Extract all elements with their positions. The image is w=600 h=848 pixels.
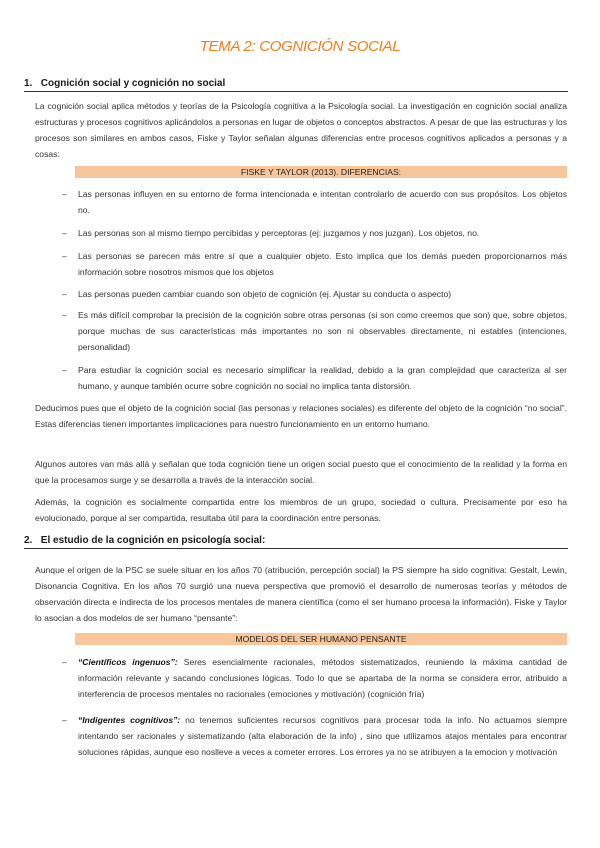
section-1-heading [24, 78, 568, 92]
list-item-text: Las personas se parecen más entre sí que a cualquier objeto. Esto implica que los demás pueden proporcionarnos más información sobre nosotros mismos que los objetos [78, 251, 567, 277]
dash-marker: – [62, 189, 67, 199]
section-1-title: Cognición social y cognición no social [40, 78, 226, 89]
dash-marker: – [62, 251, 67, 261]
list-item [62, 307, 567, 355]
list-item-text: Las personas influyen en su entorno de forma intencionada e intentan controlarlo de acuerdo con sus propósitos. Los objetos no. [78, 189, 567, 215]
modelos-band: MODELOS DEL SER HUMANO PENSANTE [75, 633, 567, 645]
document-title: TEMA 2: COGNICIÓN SOCIAL [199, 38, 401, 55]
list-item-text: Para estudiar la cognición social es necesario simplificar la realidad, debido a la gran complejidad que caracteriza al ser humano, y aunque también ocurre sobre cognición no social no implica tanta distorsión. [78, 365, 567, 391]
section-2-title: El estudio de la cognición en psicología social: [40, 535, 266, 546]
dash-marker: – [62, 715, 67, 725]
section-2-number: 2. [24, 535, 33, 546]
dash-marker: – [62, 310, 67, 320]
list-item-body: Seres esencialmente racionales, métodos sistematizados, reuniendo la máxima cantidad de información relevante y sacando conclusiones lógicas. Todo lo que se apartaba de la norma se considera error, atribuido a interferencia de procesos mentales no racionales (emociones y motivación) (cognición fría) [78, 657, 567, 699]
list-item-term: “Científicos ingenuos”: [78, 657, 178, 667]
section-1-paragraph-4: Además, la cognición es socialmente compartida entre los miembros de un grupo, sociedad o cultura. Precisamente por eso ha evolucionado, porque al ser compartida, resultaba útil para la coordinación entre personas. [35, 497, 567, 523]
list-item-text: Las personas pueden cambiar cuando son objeto de cognición (ej. Ajustar su conducta o aspecto) [78, 289, 452, 299]
list-item [62, 362, 567, 394]
list-item [62, 248, 567, 280]
section-1-intro: La cognición social aplica métodos y teorías de la Psicología cognitiva a la Psicología social. La investigación en cognición social analiza estructuras y procesos cognitivos aplicándolos a personas en lugar de objetos o conceptos abstractos. A pesar de que las estructuras y los procesos son similares en ambos casos, Fiske y Taylor señalan algunas diferencias entre procesos cognitivos aplicados a personas y a cosas: [35, 101, 567, 159]
list-item-text: Es más difícil comprobar la precisión de la cognición sobre otras personas (si son como creemos que son) que, sobre objetos, porque muchas de sus características más importantes no son ni observables directamente, ni estables (intenciones, personalidad) [78, 310, 567, 352]
dash-marker: – [62, 289, 67, 299]
list-item [62, 654, 567, 702]
section-1-paragraph-2: Deducimos pues que el objeto de la cognición social (las personas y relaciones sociales) es diferente del objeto de la cognición “no social”. Estas diferencias tienen importantes implicaciones para nuestro funcionamiento en un entorno humano. [35, 403, 567, 429]
dash-marker: – [62, 365, 67, 375]
list-item-text [78, 712, 567, 760]
dash-marker: – [62, 228, 67, 238]
fiske-taylor-band: FISKE Y TAYLOR (2013). DIFERENCIAS: [75, 166, 567, 178]
list-item [62, 712, 567, 760]
list-item-term: “Indigentes cognitivos”: [78, 715, 181, 725]
section-1-paragraph-3: Algunos autores van más allá y señalan que toda cognición tiene un origen social puesto que el conocimiento de la realidad y la forma en que la procesamos surge y se desarrolla a través de la interacción social. [35, 459, 567, 485]
list-item [62, 186, 567, 218]
section-2-heading [24, 535, 568, 549]
list-item-body: no tenemos suficientes recursos cognitivos para procesar toda la info. No actuamos siempre intentando ser racionales y sistematizando (alta elaboración de la info) , sino que utilizamos atajos mentales para encontrar soluciones rápidas, aunque eso noslleve a veces a cometer errores. Los errores ya no se atribuyen a la emocion y motivación [78, 715, 567, 757]
section-2-intro: Aunque el origen de la PSC se suele situar en los años 70 (atribución, percepción social) la PS siempre ha sido cognitiva: Gestalt, Lewin, Disonancia Cognitiva. En los años 70 surgió una nueva perspectiva que promovió el desarrollo de numerosas teorías y métodos de observación directa e indirecta de los procesos mentales de manera científica (como el ser humano procesa la información). Fiske y Taylor lo asocian a dos modelos de ser humano “pensante”: [35, 565, 567, 623]
dash-marker: – [62, 657, 67, 667]
list-item [62, 286, 567, 302]
list-item-text [78, 654, 567, 702]
list-item-text: Las personas son al mismo tiempo percibidas y perceptoras (ej: juzgamos y nos juzgan). Los objetos, no. [78, 228, 480, 238]
list-item [62, 225, 567, 241]
section-1-number: 1. [24, 78, 33, 89]
